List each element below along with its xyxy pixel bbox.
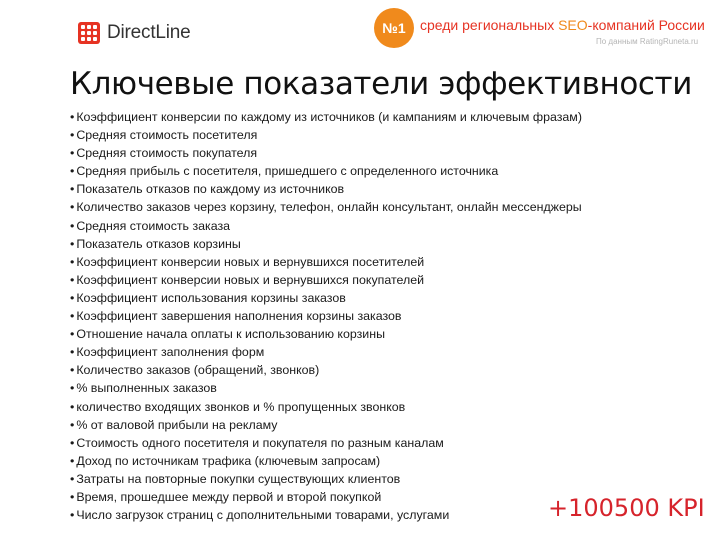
tagline-seo: SEO [558, 17, 588, 33]
list-item: • Коэффициент заполнения форм [70, 343, 582, 361]
list-item: • Показатель отказов по каждому из источников [70, 180, 582, 198]
list-item: • Доход по источникам трафика (ключевым запросам) [70, 452, 582, 470]
list-item: • количество входящих звонков и % пропущенных звонков [70, 398, 582, 416]
subtagline: По данным RatingRuneta.ru [596, 37, 699, 46]
tagline-prefix: среди региональных [420, 17, 559, 33]
list-item: • Коэффициент завершения наполнения корзины заказов [70, 307, 582, 325]
kpi-list [70, 108, 582, 524]
list-item: • % от валовой прибыли на рекламу [70, 416, 582, 434]
kpi-count: +100500 KPI [548, 494, 705, 522]
list-item: • Коэффициент конверсии новых и вернувшихся покупателей [70, 271, 582, 289]
list-item: • Показатель отказов корзины [70, 235, 582, 253]
list-item: • Средняя стоимость заказа [70, 217, 582, 235]
number-one-badge: №1 [374, 8, 414, 48]
list-item: • Коэффициент конверсии по каждому из источников (и кампаниям и ключевым фразам) [70, 108, 582, 126]
list-item: • Коэффициент конверсии новых и вернувшихся посетителей [70, 253, 582, 271]
list-item: • Время, прошедшее между первой и второй покупкой [70, 488, 582, 506]
logo-text: DirectLine [107, 22, 191, 43]
list-item: • Отношение начала оплаты к использованию корзины [70, 325, 582, 343]
list-item: • Коэффициент использования корзины заказов [70, 289, 582, 307]
list-item: • Затраты на повторные покупки существующих клиентов [70, 470, 582, 488]
tagline [420, 17, 705, 33]
list-item: • % выполненных заказов [70, 379, 582, 397]
tagline-suffix: -компаний России [587, 17, 705, 33]
list-item: • Стоимость одного посетителя и покупателя по разным каналам [70, 434, 582, 452]
slide-title: Ключевые показатели эффективности [70, 66, 692, 102]
directline-logo [78, 22, 191, 44]
list-item: • Число загрузок страниц с дополнительными товарами, услугами [70, 506, 582, 524]
list-item: • Средняя прибыль с посетителя, пришедшего с определенного источника [70, 162, 582, 180]
list-item: • Количество заказов (обращений, звонков) [70, 361, 582, 379]
list-item: • Количество заказов через корзину, телефон, онлайн консультант, онлайн мессенджеры [70, 198, 582, 216]
directline-logo-icon [78, 22, 100, 44]
list-item: • Средняя стоимость посетителя [70, 126, 582, 144]
list-item: • Средняя стоимость покупателя [70, 144, 582, 162]
